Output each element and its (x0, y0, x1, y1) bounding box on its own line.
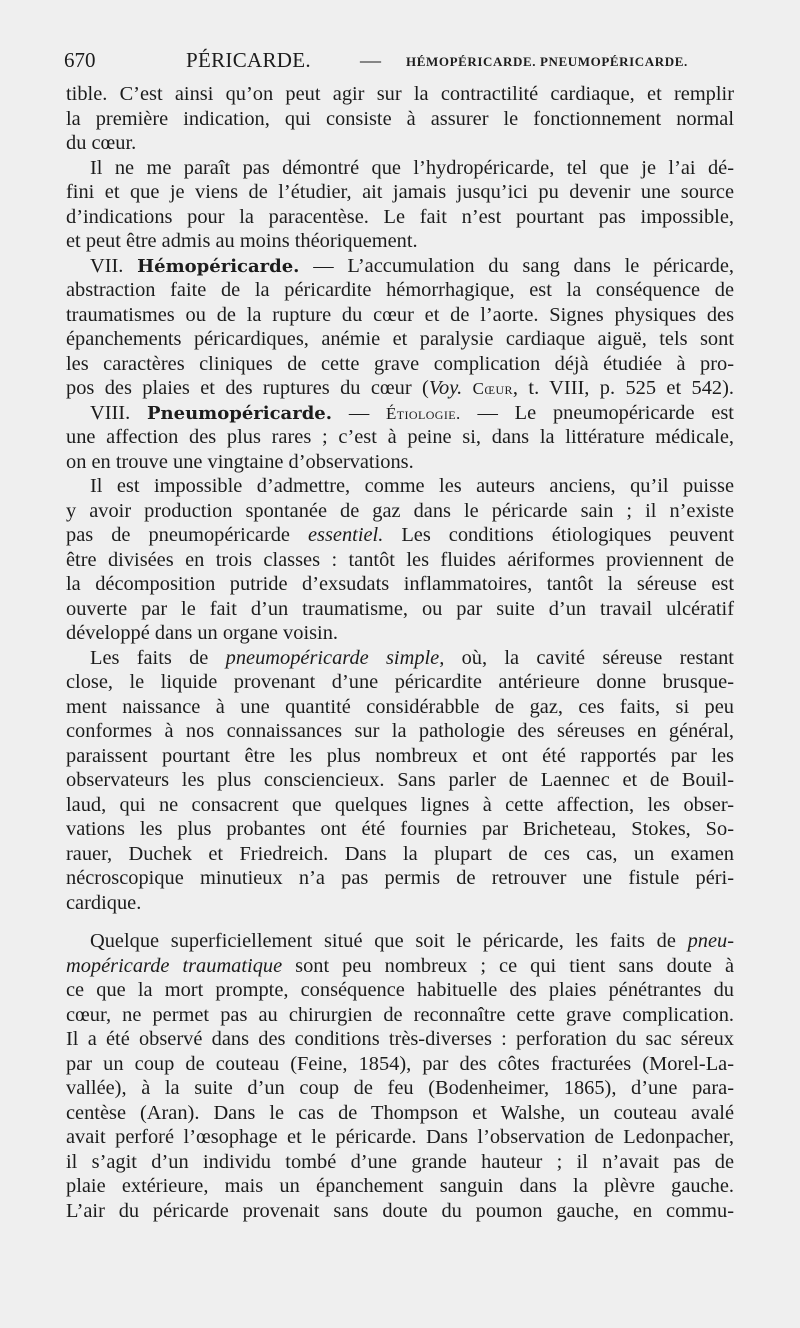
text-line: par un coup de couteau (Feine, 1854), par des côtes fracturées (Morel-La- (66, 1052, 734, 1075)
text-line: nécroscopique minutieux n’a pas permis de retrouver une fistule péri- (66, 867, 734, 889)
text-line: abstraction faite de la péricardite hémorrhagique, est la conséquence de (66, 279, 734, 301)
section-heading-line: VIII. Pneumopéricarde. — Étiologie. — Le pneumopéricarde est (90, 401, 734, 424)
text-line: ment naissance à une quantité considérabble de gaz, ces faits, si peu (66, 695, 734, 718)
text-line: les caractères cliniques de cette grave complication déjà étudiée à pro- (66, 352, 734, 375)
text-line: cœur, ne permet pas au chirurgien de reconnaître cette grave complication. (66, 1003, 734, 1026)
subsection-etiologie: Étiologie. (386, 403, 461, 423)
text-line: d’indications pour la paracentèse. Le fait n’est pourtant pas impossible, (66, 205, 734, 228)
text-line: plaie extérieure, mais un épanchement sanguin dans la plèvre gauche. (66, 1175, 734, 1197)
section-title-pneumopericarde: Pneumopéricarde. (147, 402, 332, 424)
text-line: épanchements péricardiques, anémie et paralysie cardiaque aiguë, tels sont (66, 328, 734, 350)
text-line: paraissent pourtant être les plus nombreux et ont été rapportés par les (66, 744, 734, 767)
text-line: ouverte par le fait d’un traumatisme, ou par suite d’un travail ulcératif (66, 597, 734, 620)
text-line: laud, qui ne consacrent que quelques lignes à cette affection, les obser- (66, 793, 734, 816)
running-header (64, 44, 744, 78)
page-number: 670 (64, 48, 96, 72)
text-line: pos des plaies et des ruptures du cœur (Voy. Cœur, t. VIII, p. 525 et 542). (66, 377, 734, 399)
running-subtitle: HÉMOPÉRICARDE. PNEUMOPÉRICARDE. (406, 54, 688, 69)
text-line: Les faits de pneumopéricarde simple, où, la cavité séreuse restant (90, 646, 734, 669)
text-line: une affection des plus rares ; c’est à peine si, dans la littérature médicale, (66, 426, 734, 448)
section-title-hemopericarde: Hémopéricarde. (137, 255, 300, 277)
section-heading-line: VII. Hémopéricarde. — L’accumulation du sang dans le péricarde, (90, 254, 735, 277)
text-line: Quelque superficiellement situé que soit le péricarde, les faits de pneu- (90, 930, 734, 952)
text-line: pas de pneumopéricarde essentiel. Les conditions étiologiques peuvent (66, 524, 734, 546)
text-line: on en trouve une vingtaine d’observations. (66, 450, 414, 473)
text-line: vallée), à la suite d’un coup de feu (Bodenheimer, 1865), d’une para- (66, 1077, 734, 1099)
body-text (66, 82, 734, 1223)
text-line: Il a été observé dans des conditions très-diverses : perforation du sac séreux (66, 1028, 734, 1050)
text-line: centèse (Aran). Dans le cas de Thompson et Walshe, un couteau avalé (66, 1101, 734, 1124)
text-line: y avoir production spontanée de gaz dans le péricarde sain ; il n’existe (66, 499, 734, 522)
text-line: la décomposition putride d’exsudats inflammatoires, tantôt la séreuse est (66, 573, 734, 595)
text-line: Il est impossible d’admettre, comme les auteurs anciens, qu’il puisse (90, 475, 734, 497)
text-line: et peut être admis au moins théoriquement. (66, 230, 418, 252)
text-line: avait perforé l’œsophage et le péricarde. Dans l’observation de Ledonpacher, (66, 1126, 734, 1148)
text-line: L’air du péricarde provenait sans doute du poumon gauche, en commu- (66, 1199, 734, 1222)
text-line: traumatismes ou de la rupture du cœur et de l’aorte. Signes physiques des (66, 303, 734, 326)
text-line: la première indication, qui consiste à assurer le fonctionnement normal (66, 107, 734, 130)
text-line: il s’agit d’un individu tombé d’une grande hauteur ; il n’avait pas de (66, 1150, 734, 1173)
running-title: PÉRICARDE. (186, 48, 311, 72)
text-line: être divisées en trois classes : tantôt les fluides aériformes proviennent de (66, 548, 734, 571)
text-line: développé dans un organe voisin. (66, 622, 339, 644)
text-line: du cœur. (66, 132, 137, 154)
text-line: close, le liquide provenant d’une péricardite antérieure donne brusque- (66, 671, 734, 693)
text-line: mopéricarde traumatique sont peu nombreux ; ce qui tient sans doute à (66, 954, 734, 977)
text-line: rauer, Duchek et Friedreich. Dans la plupart de ces cas, un examen (66, 842, 734, 865)
text-line: ce que la mort prompte, conséquence habituelle des plaies pénétrantes du (66, 979, 734, 1001)
paragraph-gap (66, 915, 734, 929)
text-line: fini et que je viens de l’étudier, ait jamais jusqu’ici pu devenir une source (66, 181, 734, 203)
header-dash: — (360, 48, 381, 72)
section-number: VII. (90, 254, 124, 277)
text-line: vations les plus probantes ont été fournies par Bricheteau, Stokes, So- (66, 818, 734, 840)
text-line: conformes à nos connaissances sur la pathologie des séreuses en général, (66, 720, 734, 742)
section-number: VIII. (90, 401, 131, 424)
text-line: cardique. (66, 891, 142, 914)
text-line: observateurs les plus consciencieux. Sans parler de Laennec et de Bouil- (66, 769, 734, 791)
text-line: Il ne me paraît pas démontré que l’hydropéricarde, tel que je l’ai dé- (90, 156, 734, 179)
text-line: tible. C’est ainsi qu’on peut agir sur la contractilité cardiaque, et remplir (66, 83, 734, 105)
